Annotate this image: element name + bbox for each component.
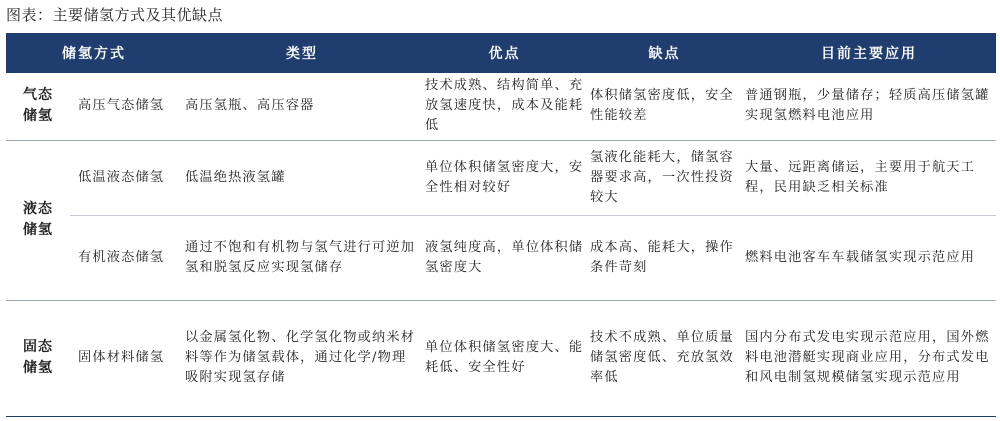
header-storage-method: 储氢方式 bbox=[62, 46, 126, 62]
method-cell: 有机液态储氢 bbox=[70, 215, 182, 300]
category-cell: 固态 储氢 bbox=[6, 300, 70, 416]
pros-cell: 液氢纯度高，单位体积储氢密度大 bbox=[422, 215, 587, 300]
table-row bbox=[6, 215, 996, 300]
cons-cell: 体积储氢密度低，安全性能较差 bbox=[587, 73, 742, 140]
cons-cell: 成本高、能耗大，操作条件苛刻 bbox=[587, 215, 742, 300]
type-cell: 通过不饱和有机物与氢气进行可逆加氢和脱氢反应实现氢储存 bbox=[182, 215, 422, 300]
category-cell: 气态 储氢 bbox=[6, 73, 70, 140]
method-cell: 固体材料储氢 bbox=[70, 300, 182, 416]
type-cell: 以金属氢化物、化学氢化物或纳米材料等作为储氢载体，通过化学/物理吸附实现氢存储 bbox=[182, 300, 422, 416]
pros-cell: 单位体积储氢密度大、能耗低、安全性好 bbox=[422, 300, 587, 416]
header-pros: 优点 bbox=[488, 46, 521, 62]
applications-cell: 燃料电池客车车载储氢实现示范应用 bbox=[742, 215, 996, 300]
method-cell: 高压气态储氢 bbox=[70, 73, 182, 140]
cons-cell: 氢液化能耗大，储氢容器要求高，一次性投资较大 bbox=[587, 140, 742, 215]
category-cell: 液态 储氢 bbox=[6, 140, 70, 300]
pros-cell: 单位体积储氢密度大，安全性相对较好 bbox=[422, 140, 587, 215]
table-row bbox=[6, 140, 996, 215]
table-row bbox=[6, 300, 996, 416]
cons-cell: 技术不成熟、单位质量储氢密度低、充放氢效率低 bbox=[587, 300, 742, 416]
applications-cell: 大量、远距离储运，主要用于航天工程，民用缺乏相关标准 bbox=[742, 140, 996, 215]
header-applications: 目前主要应用 bbox=[821, 46, 917, 62]
table-caption: 图表：主要储氢方式及其优缺点 bbox=[6, 6, 224, 24]
method-cell: 低温液态储氢 bbox=[70, 140, 182, 215]
type-cell: 低温绝热液氢罐 bbox=[182, 140, 422, 215]
table-header-row bbox=[6, 33, 996, 73]
hydrogen-storage-table bbox=[6, 33, 996, 417]
type-cell: 高压氢瓶、高压容器 bbox=[182, 73, 422, 140]
header-cons: 缺点 bbox=[648, 46, 681, 62]
pros-cell: 技术成熟、结构简单、充放氢速度快，成本及能耗低 bbox=[422, 73, 587, 140]
applications-cell: 普通钢瓶，少量储存；轻质高压储氢罐实现氢燃料电池应用 bbox=[742, 73, 996, 140]
header-type: 类型 bbox=[286, 46, 318, 62]
applications-cell: 国内分布式发电实现示范应用，国外燃料电池潜艇实现商业应用，分布式发电和风电制氢规模储氢实现示范应用 bbox=[742, 300, 996, 416]
table-row bbox=[6, 73, 996, 140]
